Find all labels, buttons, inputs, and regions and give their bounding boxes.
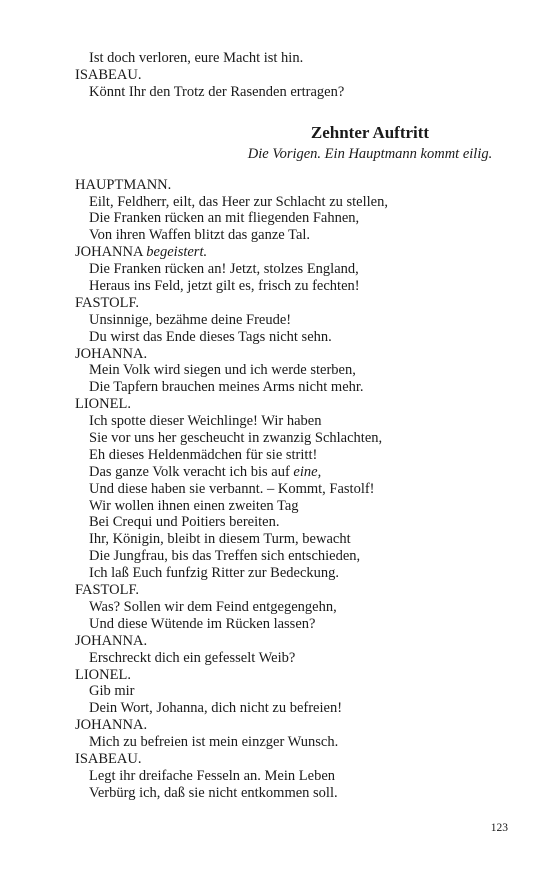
speaker-name: HAUPTMANN. (75, 176, 172, 193)
speaker-name: ISABEAU. (75, 66, 142, 83)
speaker-name: ISABEAU. (75, 750, 142, 767)
verse-line: Du wirst das Ende dieses Tags nicht sehn. (89, 328, 332, 345)
verse-line: Dein Wort, Johanna, dich nicht zu befreien! (89, 700, 343, 717)
verse-line: Ihr, Königin, bleibt in diesem Turm, bewacht (89, 531, 351, 548)
verse-text: Das ganze Volk veracht ich bis auf (89, 463, 294, 480)
verse-line: Gib mir (89, 683, 135, 700)
speaker-name: JOHANNA (75, 244, 143, 261)
verse-line: Und diese haben sie verbannt. – Kommt, Fastolf! (89, 480, 375, 497)
emphasis-text: eine, (293, 463, 322, 480)
stage-direction: begeistert. (146, 244, 208, 261)
verse-line: Von ihren Waffen blitzt das ganze Tal. (89, 227, 311, 244)
speaker-name: FASTOLF. (75, 294, 139, 311)
spacer (75, 163, 515, 177)
speaker-name: JOHANNA. (75, 717, 148, 734)
verse-line: Unsinnige, bezähme deine Freude! (89, 311, 292, 328)
scene-title: Zehnter Auftritt (310, 122, 430, 142)
speaker-name: JOHANNA. (75, 632, 148, 649)
verse-line: Ich spotte dieser Weichlinge! Wir haben (89, 413, 322, 430)
verse-line: Was? Sollen wir dem Feind entgegengehn, (89, 598, 337, 615)
verse-line: Könnt Ihr den Trotz der Rasenden ertragen? (89, 83, 345, 100)
verse-line: Die Tapfern brauchen meines Arms nicht mehr. (89, 379, 364, 396)
verse-line: Eh dieses Heldenmädchen für sie stritt! (89, 446, 318, 463)
verse-line: Eilt, Feldherr, eilt, das Heer zur Schlacht zu stellen, (89, 193, 388, 210)
verse-line: Und diese Wütende im Rücken lassen? (89, 615, 316, 632)
verse-line: Verbürg ich, daß sie nicht entkommen soll. (89, 784, 338, 801)
scene-subtitle: Die Vorigen. Ein Hauptmann kommt eilig. (247, 145, 493, 162)
verse-line: Heraus ins Feld, jetzt gilt es, frisch zu fechten! (89, 278, 360, 295)
verse-line: Die Franken rücken an! Jetzt, stolzes England, (89, 261, 359, 278)
speaker-name: LIONEL. (75, 666, 131, 683)
verse-line: Die Franken rücken an mit fliegenden Fahnen, (89, 210, 360, 227)
verse-line: Erschreckt dich ein gefesselt Weib? (89, 649, 296, 666)
verse-line: Mein Volk wird siegen und ich werde sterben, (89, 362, 356, 379)
verse-line: Bei Crequi und Poitiers bereiten. (89, 514, 280, 531)
page-number: 123 (490, 822, 508, 834)
verse-line: Legt ihr dreifache Fesseln an. Mein Leben (89, 767, 336, 784)
speaker-line (75, 244, 515, 261)
spacer (75, 101, 515, 123)
verse-line (75, 464, 515, 481)
verse-line: Sie vor uns her gescheucht in zwanzig Schlachten, (89, 430, 383, 447)
speaker-name: JOHANNA. (75, 345, 148, 362)
verse-line: Wir wollen ihnen einen zweiten Tag (89, 497, 299, 514)
verse-line: Mich zu befreien ist mein einzger Wunsch. (89, 734, 339, 751)
verse-line: Die Jungfrau, bis das Treffen sich entschieden, (89, 548, 361, 565)
speaker-name: LIONEL. (75, 396, 131, 413)
speaker-name: FASTOLF. (75, 582, 139, 599)
drama-text (75, 50, 515, 802)
verse-line: Ich laß Euch funfzig Ritter zur Bedeckung. (89, 565, 340, 582)
verse-line: Ist doch verloren, eure Macht ist hin. (89, 50, 304, 66)
